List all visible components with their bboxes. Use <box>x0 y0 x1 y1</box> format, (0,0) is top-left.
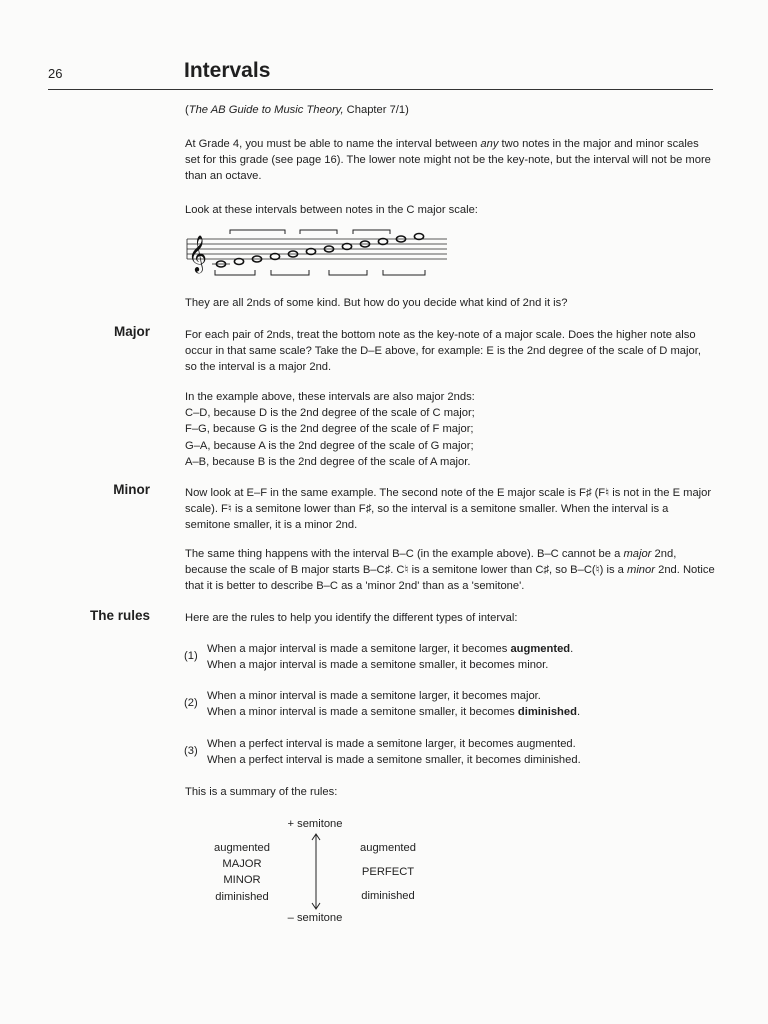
minor-paragraph-1: Now look at E–F in the same example. The second note of the E major scale is F♯ (F♮ is not in the E major scale). F♮ is a semitone lower than F♯, so the interval is a semitone smaller. When the interval is a semitone smaller, it is a minor 2nd. <box>185 487 712 532</box>
minor-paragraph-2 <box>185 546 715 595</box>
lower-brackets <box>215 270 425 275</box>
page-title: Intervals <box>184 59 271 82</box>
intro-part2: two notes in the major and minor scales set for this grade (see page 16). The lower note might not be the key-note, but the interval will not be more than an octave. <box>185 138 711 183</box>
rule-3-l1-text: When a perfect interval is made a semitone larger, it becomes augmented. <box>207 738 576 750</box>
rules-heading: The rules <box>89 608 150 623</box>
summary-right-augmented: augmented <box>360 842 416 854</box>
major-examples <box>185 389 715 470</box>
scale-notes <box>212 234 424 268</box>
minus-semitone-label: – semitone <box>287 912 343 924</box>
summary-right-diminished: diminished <box>361 890 415 902</box>
minor-p2-em-minor: minor <box>627 564 655 577</box>
major-line-4: G–A, because A is the 2nd degree of the scale of G major; <box>185 439 474 452</box>
summary-right-perfect: PERFECT <box>361 866 415 878</box>
rule-2-l2-bold: diminished <box>517 706 577 719</box>
rule-1-l2-text: When a major interval is made a semitone smaller, it becomes minor. <box>207 659 549 672</box>
reference-book: The AB Guide to Music Theory, <box>188 104 344 116</box>
reference-chapter: Chapter 7/1) <box>343 104 409 116</box>
plus-semitone-label: + semitone <box>287 818 343 830</box>
summary-left-diminished: diminished <box>215 890 269 903</box>
rules-intro: Here are the rules to help you identify the different types of interval: <box>185 612 518 624</box>
header-rule <box>48 89 713 90</box>
summary-left-augmented: augmented <box>214 842 270 854</box>
rule-1-number: (1) <box>184 650 198 662</box>
staff-lines <box>187 239 447 259</box>
reference-open: ( <box>185 104 189 116</box>
rule-3-line-2 <box>207 752 717 768</box>
reference-line <box>185 102 715 118</box>
major-heading: Major <box>113 324 150 339</box>
major-line-1: In the example above, these intervals are also major 2nds: <box>185 391 475 403</box>
rule-2-line-2 <box>207 704 717 720</box>
major-paragraph: For each pair of 2nds, treat the bottom note as the key-note of a major scale. Does the higher note also occur in that same scale? Take the D–E above, for example: E is the 2nd degree of the scale of D major, so the interval is a major 2nd. <box>185 329 701 374</box>
rule-2 <box>207 688 717 720</box>
rule-3-number: (3) <box>184 745 198 757</box>
minor-p2-part-a: The same thing happens with the interval B–C (in the example above). B–C cannot be a <box>185 548 624 560</box>
summary-left-minor: MINOR <box>223 874 261 887</box>
rule-1-l1-text: When a major interval is made a semitone larger, it becomes <box>207 643 511 655</box>
rule-2-l2-text: When a minor interval is made a semitone smaller, it becomes <box>207 706 518 719</box>
major-line-3: F–G, because G is the 2nd degree of the scale of F major; <box>185 423 474 436</box>
upper-brackets <box>230 230 390 234</box>
intro-emphasis: any <box>480 138 499 150</box>
after-example-paragraph: They are all 2nds of some kind. But how do you decide what kind of 2nd it is? <box>185 297 568 309</box>
minor-p2-part-c: 2nd. Notice that it is better to describe B–C as a 'minor 2nd' than as a 'semitone'. <box>185 564 715 593</box>
rule-3-l2-text: When a perfect interval is made a semitone smaller, it becomes diminished. <box>207 754 581 767</box>
minor-heading: Minor <box>113 482 150 497</box>
intro-paragraph <box>185 136 715 185</box>
rule-2-l2-end: . <box>576 706 581 719</box>
c-major-scale-example <box>185 226 455 278</box>
semitone-arrow-icon <box>308 832 324 912</box>
look-paragraph: Look at these intervals between notes in the C major scale: <box>185 204 478 216</box>
minor-p2-em-major: major <box>623 548 652 560</box>
intro-part1: At Grade 4, you must be able to name the interval between <box>185 138 481 150</box>
major-line-5: A–B, because B is the 2nd degree of the scale of A major. <box>185 455 471 468</box>
rule-3-line-1 <box>207 736 717 752</box>
rule-1-l1-bold: augmented <box>510 643 571 655</box>
minor-p2-part-b: 2nd, because the scale of B major starts B–C♯. C♮ is a semitone lower than C♯, so B–C(♮) is a <box>185 548 677 577</box>
page-number: 26 <box>48 66 63 81</box>
summary-left-column <box>202 840 282 905</box>
summary-left-major: MAJOR <box>222 858 262 871</box>
treble-clef-icon: 𝄞 <box>188 234 207 272</box>
rule-2-line-1 <box>207 688 717 704</box>
summary-intro: This is a summary of the rules: <box>185 786 338 798</box>
rule-2-l1-text: When a minor interval is made a semitone larger, it becomes major. <box>207 690 541 702</box>
major-line-2: C–D, because D is the 2nd degree of the scale of C major; <box>185 407 475 420</box>
rule-1 <box>207 641 717 673</box>
rule-1-line-1 <box>207 641 717 657</box>
rule-2-number: (2) <box>184 697 198 709</box>
rule-1-l1-end: . <box>570 643 574 655</box>
rule-3 <box>207 736 717 768</box>
rule-1-line-2 <box>207 657 717 673</box>
